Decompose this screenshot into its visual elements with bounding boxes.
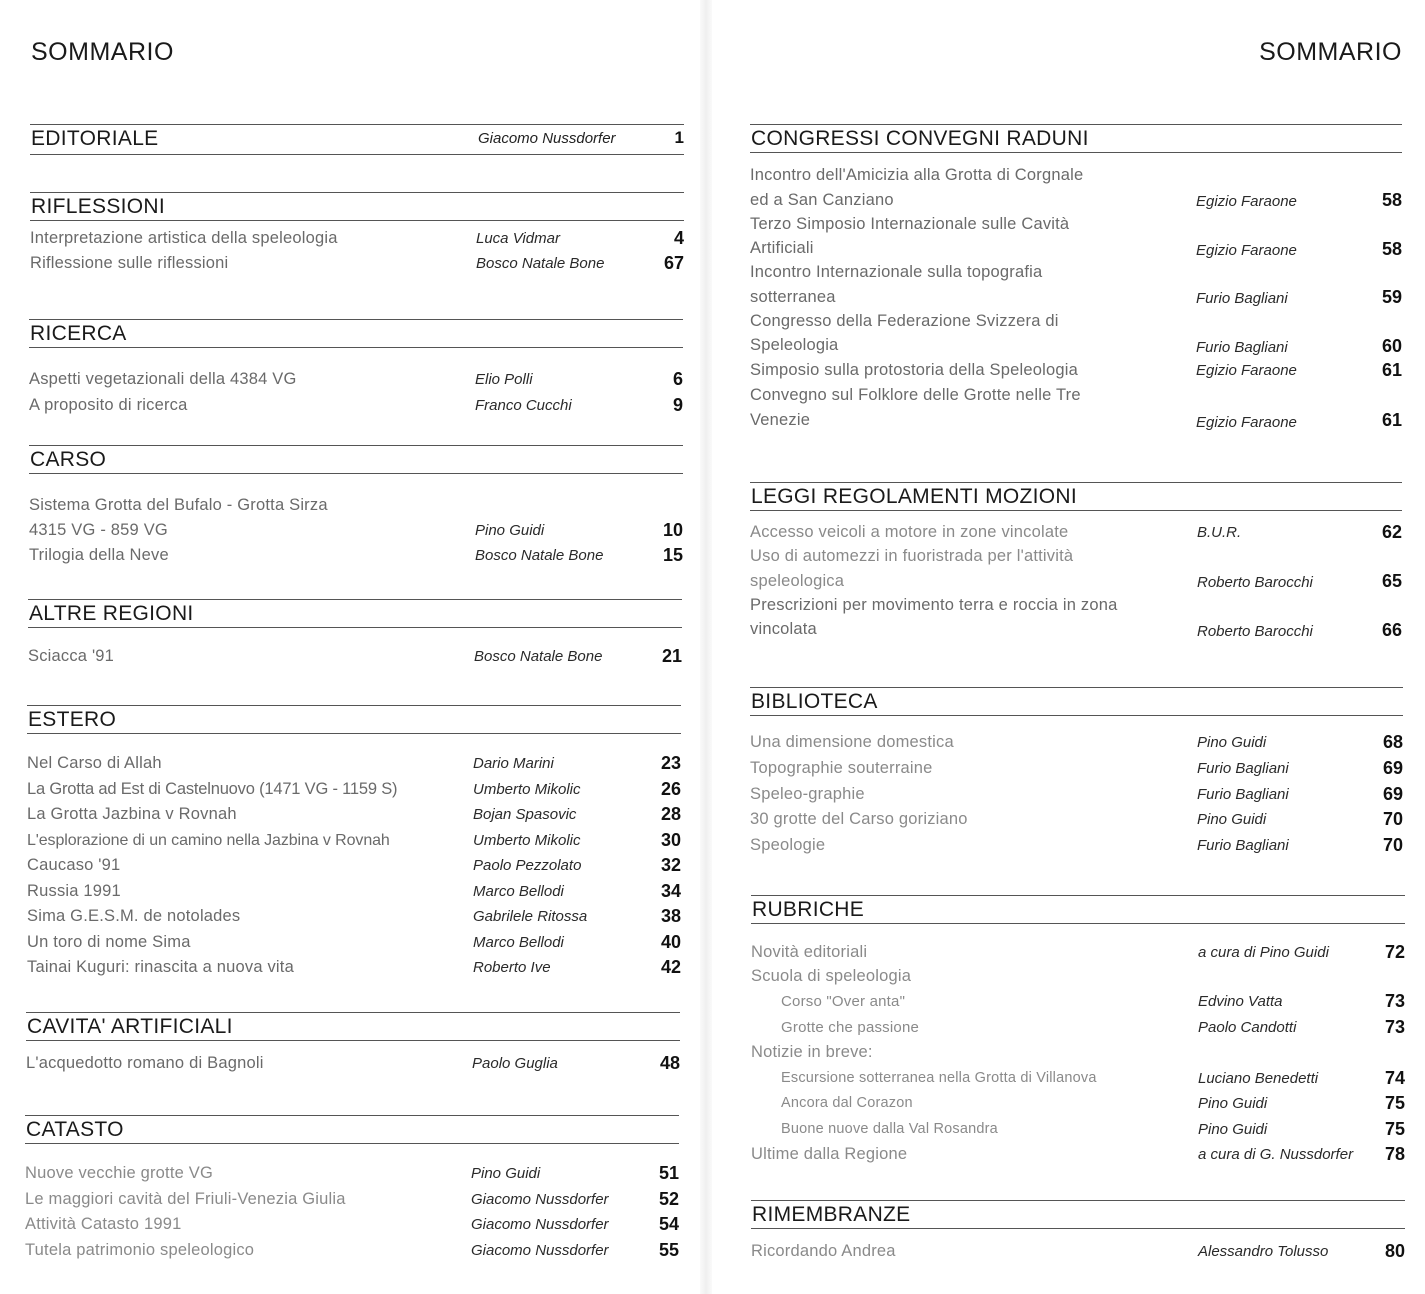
entry-author: Roberto Barocchi: [1197, 574, 1313, 591]
entry-page-number: 69: [1382, 758, 1403, 778]
entry-title: Speleo-graphie: [750, 785, 865, 803]
entry-title-line: Prescrizioni per movimento terra e roccia in zona: [750, 596, 1118, 614]
entry-title: La Grotta Jazbina v Rovnah: [27, 805, 237, 823]
entry-page-number: 75: [1384, 1093, 1405, 1113]
section-title: EDITORIALE: [31, 127, 159, 150]
entry-title: Topographie souterraine: [750, 759, 933, 777]
entry-page-number: 74: [1384, 1068, 1405, 1088]
entry-title-line: Incontro Internazionale sulla topografia: [750, 263, 1043, 281]
entry-author: Paolo Candotti: [1198, 1019, 1297, 1036]
entry-page-number: 6: [672, 369, 683, 389]
section-title: RUBRICHE: [752, 898, 865, 921]
entry-page-number: 61: [1381, 410, 1402, 430]
entry-page-number: 70: [1382, 809, 1403, 829]
section-catasto: [25, 1115, 679, 1260]
entry-author: a cura di G. Nussdorfer: [1198, 1146, 1354, 1163]
entry-page-number: 1: [674, 128, 684, 147]
entry-page-number: 60: [1381, 336, 1402, 356]
entry-title: Interpretazione artistica della speleologia: [30, 229, 338, 247]
entry-page-number: 15: [662, 545, 683, 565]
entry-page-number: 28: [660, 804, 681, 824]
entry-author: Egizio Faraone: [1196, 362, 1297, 379]
entry-author: Dario Marini: [473, 755, 554, 772]
section-congressi: [750, 124, 1402, 431]
section-ricerca: [29, 319, 683, 415]
entry-author: Alessandro Tolusso: [1198, 1243, 1329, 1260]
entry-title: Tutela patrimonio speleologico: [25, 1241, 255, 1259]
entry-author: Pino Guidi: [1197, 811, 1267, 828]
entry-author: Giacomo Nussdorfer: [478, 130, 616, 147]
entry-page-number: 73: [1384, 1017, 1405, 1037]
entry-author: Giacomo Nussdorfer: [471, 1191, 609, 1208]
entry-title-line: Artificiali: [750, 239, 814, 257]
section-leggi: [750, 482, 1402, 640]
entry-author: Umberto Mikolic: [473, 781, 581, 798]
entry-title: Novità editoriali: [751, 943, 868, 961]
section-title: CATASTO: [26, 1118, 124, 1141]
entry-page-number: 78: [1384, 1144, 1405, 1164]
entry-title: Ancora dal Corazon: [781, 1095, 913, 1111]
section-editoriale: [30, 124, 684, 155]
entry-title: Trilogia della Neve: [29, 546, 169, 564]
section-header: [29, 445, 683, 474]
entry-title-line: Incontro dell'Amicizia alla Grotta di Corgnale: [750, 166, 1084, 184]
entry-page-number: 58: [1381, 239, 1402, 259]
entry-page-number: 80: [1384, 1241, 1405, 1261]
entry-author: Franco Cucchi: [475, 397, 572, 414]
section-header: [27, 705, 681, 734]
entry-page-number: 75: [1384, 1119, 1405, 1139]
entry-page-number: 48: [659, 1053, 680, 1073]
section-riflessioni: [30, 192, 684, 273]
section-header: [28, 599, 682, 628]
entry-title: Notizie in breve:: [751, 1043, 873, 1061]
entry-title: Sciacca '91: [28, 647, 115, 665]
entry-author: Pino Guidi: [475, 522, 545, 539]
entry-title: Un toro di nome Sima: [27, 933, 191, 951]
entry-page-number: 21: [661, 646, 682, 666]
entry-page-number: 62: [1381, 522, 1402, 542]
entry-page-number: 52: [658, 1189, 679, 1209]
section-carso: [29, 445, 683, 565]
section-header: [30, 124, 684, 155]
entry-title: Buone nuove dalla Val Rosandra: [781, 1121, 998, 1137]
entry-author: Bosco Natale Bone: [476, 255, 605, 272]
entry-title: 30 grotte del Carso goriziano: [750, 810, 968, 828]
entry-page-number: 67: [663, 253, 684, 273]
entry-author: Giacomo Nussdorfer: [471, 1242, 609, 1259]
section-header: [25, 1115, 679, 1144]
entry-title-line: ed a San Canziano: [750, 191, 894, 209]
entry-author: B.U.R.: [1197, 524, 1242, 541]
entry-author: Egizio Faraone: [1196, 414, 1297, 431]
entry-author: Pino Guidi: [1197, 734, 1267, 751]
entry-author: Furio Bagliani: [1197, 837, 1289, 854]
entry-author: Edvino Vatta: [1198, 993, 1283, 1010]
section-rubriche: [751, 895, 1405, 1164]
entry-author: Egizio Faraone: [1196, 193, 1297, 210]
section-rimembranze: [751, 1200, 1405, 1261]
entry-title-line: Speleologia: [750, 336, 839, 354]
entry-title: Grotte che passione: [781, 1019, 920, 1036]
section-title: CONGRESSI CONVEGNI RADUNI: [751, 127, 1089, 150]
entry-page-number: 38: [660, 906, 681, 926]
entry-title: Corso "Over anta": [781, 993, 906, 1010]
section-altre-regioni: [28, 599, 682, 666]
entry-page-number: 30: [660, 830, 681, 850]
section-title: RIFLESSIONI: [31, 195, 165, 218]
entry-title: Scuola di speleologia: [751, 967, 912, 985]
entry-page-number: 54: [658, 1214, 679, 1234]
entry-page-number: 73: [1384, 991, 1405, 1011]
entry-title: Attività Catasto 1991: [25, 1215, 182, 1233]
entry-page-number: 42: [660, 957, 681, 977]
entry-author: Furio Bagliani: [1197, 786, 1289, 803]
entry-title-line: Sistema Grotta del Bufalo - Grotta Sirza: [29, 496, 328, 514]
entry-title-line: speleologica: [750, 572, 845, 590]
entry-page-number: 70: [1382, 835, 1403, 855]
entry-title-line: sotterranea: [750, 288, 836, 306]
entry-title-line: Terzo Simposio Internazionale sulle Cavità: [750, 215, 1070, 233]
entry-author: Pino Guidi: [1198, 1121, 1268, 1138]
section-title: CARSO: [30, 448, 107, 471]
section-header: [751, 895, 1405, 924]
section-header: [30, 192, 684, 221]
entry-title: Le maggiori cavità del Friuli-Venezia Giulia: [25, 1190, 346, 1208]
entry-title: Caucaso '91: [27, 856, 121, 874]
entry-author: Marco Bellodi: [473, 934, 564, 951]
entry-title: Una dimensione domestica: [750, 733, 954, 751]
entry-title: Tainai Kuguri: rinascita a nuova vita: [27, 958, 294, 976]
section-header: [750, 124, 1402, 153]
entry-title-line: Uso di automezzi in fuoristrada per l'attività: [750, 547, 1074, 565]
entry-page-number: 55: [658, 1240, 679, 1260]
entry-page-number: 51: [658, 1163, 679, 1183]
entry-author: Giacomo Nussdorfer: [471, 1216, 609, 1233]
entry-author: Elio Polli: [475, 371, 533, 388]
entry-author: a cura di Pino Guidi: [1198, 944, 1329, 961]
page-gutter: [700, 0, 712, 1294]
entry-author: Roberto Barocchi: [1197, 623, 1313, 640]
entry-title: Ricordando Andrea: [751, 1242, 896, 1260]
entry-title: L'esplorazione di un camino nella Jazbina v Rovnah: [27, 832, 390, 849]
entry-author: Paolo Pezzolato: [473, 857, 582, 874]
entry-title-line: vincolata: [750, 620, 817, 638]
entry-author: Luciano Benedetti: [1198, 1070, 1319, 1087]
entry-author: Paolo Guglia: [472, 1055, 558, 1072]
entry-title-line: Convegno sul Folklore delle Grotte nelle Tre: [750, 386, 1081, 404]
section-header: [750, 482, 1402, 511]
entry-page-number: 66: [1381, 620, 1402, 640]
entry-title: Escursione sotterranea nella Grotta di Villanova: [781, 1070, 1097, 1086]
section-title: BIBLIOTECA: [751, 690, 878, 713]
entry-page-number: 58: [1381, 190, 1402, 210]
section-estero: [27, 705, 681, 977]
entry-page-number: 9: [672, 395, 683, 415]
entry-page-number: 65: [1381, 571, 1402, 591]
section-biblioteca: [750, 687, 1403, 855]
entry-title: Aspetti vegetazionali della 4384 VG: [29, 370, 297, 388]
entry-page-number: 40: [660, 932, 681, 952]
entry-author: Luca Vidmar: [476, 230, 560, 247]
entry-title: Riflessione sulle riflessioni: [30, 254, 229, 272]
section-header: [29, 319, 683, 348]
entry-author: Bosco Natale Bone: [474, 648, 603, 665]
entry-author: Egizio Faraone: [1196, 242, 1297, 259]
page-header: SOMMARIO: [1259, 38, 1402, 66]
entry-title: Speologie: [750, 836, 826, 854]
entry-author: Bosco Natale Bone: [475, 547, 604, 564]
entry-title: Sima G.E.S.M. de notolades: [27, 907, 241, 925]
entry-page-number: 61: [1381, 360, 1402, 380]
entry-title: Ultime dalla Regione: [751, 1145, 908, 1163]
entry-author: Furio Bagliani: [1197, 760, 1289, 777]
entry-page-number: 23: [660, 753, 681, 773]
entry-title: Accesso veicoli a motore in zone vincolate: [750, 523, 1069, 541]
entry-title-line: Venezie: [750, 411, 811, 429]
entry-author: Furio Bagliani: [1196, 290, 1288, 307]
entry-title: Simposio sulla protostoria della Speleologia: [750, 361, 1078, 379]
entry-title: La Grotta ad Est di Castelnuovo (1471 VG - 1159 S): [27, 780, 398, 798]
entry-page-number: 4: [673, 228, 684, 248]
section-title: ALTRE REGIONI: [29, 602, 194, 625]
entry-page-number: 34: [660, 881, 681, 901]
entry-author: Roberto Ive: [473, 959, 551, 976]
entry-author: Gabrilele Ritossa: [473, 908, 588, 925]
entry-page-number: 26: [660, 779, 681, 799]
right-page: [712, 0, 1425, 1294]
section-title: LEGGI REGOLAMENTI MOZIONI: [751, 485, 1078, 508]
section-title: ESTERO: [28, 708, 117, 731]
entry-title: Nuove vecchie grotte VG: [25, 1164, 214, 1182]
section-header: [750, 687, 1403, 716]
section-title: RIMEMBRANZE: [752, 1203, 911, 1226]
section-title: RICERCA: [30, 322, 127, 345]
left-page: [0, 0, 700, 1294]
entry-author: Furio Bagliani: [1196, 339, 1288, 356]
entry-author: Marco Bellodi: [473, 883, 564, 900]
page-header: SOMMARIO: [31, 38, 174, 66]
entry-title-line: 4315 VG - 859 VG: [29, 521, 168, 539]
entry-title: A proposito di ricerca: [29, 396, 188, 414]
entry-author: Pino Guidi: [471, 1165, 541, 1182]
entry-page-number: 59: [1381, 287, 1402, 307]
section-header: [751, 1200, 1405, 1229]
entry-title: Nel Carso di Allah: [27, 754, 162, 772]
entry-page-number: 32: [660, 855, 681, 875]
entry-title: L'acquedotto romano di Bagnoli: [26, 1054, 264, 1072]
entry-author: Umberto Mikolic: [473, 832, 581, 849]
section-cavita-artificiali: [26, 1012, 680, 1073]
entry-title: Russia 1991: [27, 882, 121, 900]
section-title: CAVITA' ARTIFICIALI: [27, 1015, 233, 1038]
entry-author: Bojan Spasovic: [473, 806, 577, 823]
entry-page-number: 10: [662, 520, 683, 540]
entry-page-number: 72: [1384, 942, 1405, 962]
section-header: [26, 1012, 680, 1041]
entry-author: Pino Guidi: [1198, 1095, 1268, 1112]
entry-title-line: Congresso della Federazione Svizzera di: [750, 312, 1059, 330]
entry-page-number: 68: [1382, 732, 1403, 752]
entry-page-number: 69: [1382, 784, 1403, 804]
